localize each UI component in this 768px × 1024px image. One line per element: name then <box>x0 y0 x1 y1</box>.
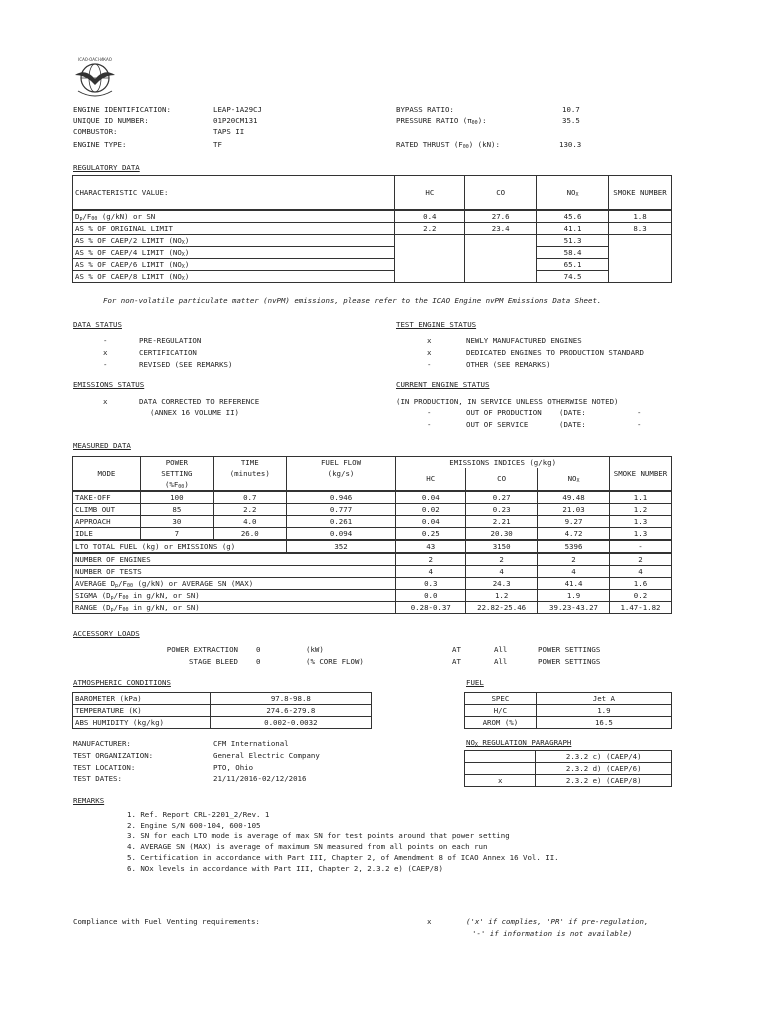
table-row <box>465 705 672 717</box>
emissions-status-line2: (ANNEX 16 VOLUME II) <box>150 408 239 417</box>
test-dates-value: 21/11/2016-02/12/2016 <box>213 774 307 783</box>
sigma-cell: 0.0 <box>396 590 466 602</box>
reg-cell: 74.5 <box>537 271 609 283</box>
table-row <box>73 717 372 729</box>
table-row <box>73 516 672 528</box>
time-cell: 4.0 <box>213 516 286 528</box>
engines-cell: 2 <box>396 553 466 566</box>
accessory-settings: POWER SETTINGS <box>538 657 601 666</box>
nox-cell: 49.48 <box>538 491 610 504</box>
col-co: CO <box>465 176 537 211</box>
emissions-status-title: EMISSIONS STATUS <box>73 380 145 389</box>
characteristic-value-label: CHARACTERISTIC VALUE: <box>73 176 395 211</box>
atmos-label: BAROMETER (kPa) <box>73 693 211 705</box>
current-engine-mark: - <box>427 408 432 417</box>
table-row <box>73 528 672 541</box>
emissions-status-mark: x <box>103 397 108 406</box>
table-row <box>73 693 372 705</box>
engine-identification-label: ENGINE IDENTIFICATION: <box>73 105 171 114</box>
atmos-value: 0.002-0.0032 <box>210 717 371 729</box>
head-mode: MODE <box>73 457 141 492</box>
test-engine-label: NEWLY MANUFACTURED ENGINES <box>466 336 582 345</box>
fuel-value: 1.9 <box>536 705 671 717</box>
table-row <box>465 763 672 775</box>
reg-cell: 65.1 <box>537 259 609 271</box>
mode-cell: TAKE-OFF <box>73 491 141 504</box>
engine-type-label: ENGINE TYPE: <box>73 140 127 149</box>
data-status-mark: - <box>103 360 108 369</box>
table-row <box>73 504 672 516</box>
fuel-value: Jet A <box>536 693 671 705</box>
measured-data-table <box>72 456 672 614</box>
sigma-cell: 0.2 <box>609 590 671 602</box>
current-engine-date-label: (DATE: <box>559 420 586 429</box>
time-cell: 2.2 <box>213 504 286 516</box>
table-row <box>465 717 672 729</box>
tests-cell: 4 <box>396 566 466 578</box>
table-row <box>465 693 672 705</box>
head-fuel: FUEL FLOW <box>286 457 396 469</box>
reg-cell: 41.1 <box>537 223 609 235</box>
range-label: RANGE ($D_p/F_{00}$ in g/kN, or SN) <box>73 602 396 614</box>
unique-id-label: UNIQUE ID NUMBER: <box>73 116 149 125</box>
combustor-label: COMBUSTOR: <box>73 127 118 136</box>
co-cell: 0.27 <box>466 491 538 504</box>
nox-reg-mark <box>465 763 536 775</box>
engines-cell: 2 <box>466 553 538 566</box>
compliance-note-1: ('x' if complies, 'PR' if pre-regulation, <box>466 917 649 926</box>
average-cell: 24.3 <box>466 578 538 590</box>
fuel-label: H/C <box>465 705 537 717</box>
reg-row-caep8 <box>73 271 672 283</box>
nvpm-note: For non-volatile particulate matter (nvPM) emissions, please refer to the ICAO Engine nvPM Emissions Data Sheet. <box>103 296 602 305</box>
power-cell: 100 <box>140 491 213 504</box>
fuel-label: SPEC <box>465 693 537 705</box>
fuel-cell: 0.094 <box>286 528 396 541</box>
nox-reg-value: 2.3.2 c) (CAEP/4) <box>536 751 672 763</box>
range-row <box>73 602 672 614</box>
icao-logo <box>72 55 118 101</box>
reg-row-label: AS % OF CAEP/2 LIMIT $(NO_X)$ <box>73 235 395 247</box>
sigma-row <box>73 590 672 602</box>
accessory-label: STAGE BLEED <box>189 657 238 666</box>
test-organization-value: General Electric Company <box>213 751 320 760</box>
tests-cell: 4 <box>609 566 671 578</box>
col-hc: HC <box>395 176 465 211</box>
emissions-status-line1: DATA CORRECTED TO REFERENCE <box>139 397 260 406</box>
test-engine-label: OTHER (SEE REMARKS) <box>466 360 551 369</box>
fuel-table <box>464 692 672 729</box>
col-smoke: SMOKE NUMBER <box>608 176 671 211</box>
lto-sn: - <box>609 540 671 553</box>
accessory-unit: (% CORE FLOW) <box>306 657 364 666</box>
engines-cell: 2 <box>609 553 671 566</box>
regulatory-data-title: REGULATORY DATA <box>73 163 140 172</box>
current-engine-date-value: - <box>637 408 642 417</box>
test-engine-status-title: TEST ENGINE STATUS <box>396 320 477 329</box>
lto-label: LTO TOTAL FUEL (kg) or EMISSIONS (g) <box>73 540 287 553</box>
head-hc: HC <box>396 468 466 491</box>
remark-item: 2. Engine S/N 600-104, 600-105 <box>127 821 261 830</box>
accessory-at: AT <box>452 645 461 654</box>
hc-cell: 0.04 <box>396 491 466 504</box>
range-cell: 22.82-25.46 <box>466 602 538 614</box>
co-cell: 20.30 <box>466 528 538 541</box>
sn-cell: 1.3 <box>609 516 671 528</box>
pressure-ratio-label: PRESSURE RATIO $(\pi_{00})$: <box>396 116 487 126</box>
compliance-mark: x <box>427 917 432 926</box>
accessory-value: 0 <box>256 657 261 666</box>
nox-reg-mark <box>465 751 536 763</box>
atmos-value: 97.8-98.8 <box>210 693 371 705</box>
remark-item: 3. SN for each LTO mode is average of max SN for test points around that power setting <box>127 831 510 840</box>
head-power-3: $(\%F_{00})$ <box>140 479 213 491</box>
lto-co: 3150 <box>466 540 538 553</box>
current-engine-label: OUT OF SERVICE <box>466 420 529 429</box>
data-status-title: DATA STATUS <box>73 320 122 329</box>
lto-hc: 43 <box>396 540 466 553</box>
current-engine-date-label: (DATE: <box>559 408 586 417</box>
sn-cell: 1.2 <box>609 504 671 516</box>
nox-reg-value: 2.3.2 e) (CAEP/8) <box>536 775 672 787</box>
engines-cell: 2 <box>538 553 610 566</box>
reg-row-caep6 <box>73 259 672 271</box>
remark-item: 6. NOx levels in accordance with Part III, Chapter 2, 2.3.2 e) (CAEP/8) <box>127 864 443 873</box>
nox-reg-mark: x <box>465 775 536 787</box>
time-cell: 0.7 <box>213 491 286 504</box>
reg-row-label: AS % OF CAEP/8 LIMIT $(NO_X)$ <box>73 271 395 283</box>
rated-thrust-value: 130.3 <box>559 140 582 149</box>
atmos-label: TEMPERATURE (K) <box>73 705 211 717</box>
nox-cell: 4.72 <box>538 528 610 541</box>
fuel-cell: 0.261 <box>286 516 396 528</box>
head-fuel-2: (kg/s) <box>286 468 396 479</box>
hc-cell: 0.04 <box>396 516 466 528</box>
compliance-label: Compliance with Fuel Venting requirements: <box>73 917 260 926</box>
table-row <box>465 775 672 787</box>
average-cell: 41.4 <box>538 578 610 590</box>
sigma-cell: 1.2 <box>466 590 538 602</box>
accessory-value: 0 <box>256 645 261 654</box>
co-cell: 0.23 <box>466 504 538 516</box>
reg-cell: 2.2 <box>395 223 465 235</box>
bypass-ratio-label: BYPASS RATIO: <box>396 105 454 114</box>
fuel-title: FUEL <box>466 678 484 687</box>
remarks-title: REMARKS <box>73 796 105 805</box>
test-location-label: TEST LOCATION: <box>73 763 136 772</box>
test-organization-label: TEST ORGANIZATION: <box>73 751 154 760</box>
reg-row-dp-foo <box>73 210 672 223</box>
lto-fuel: 352 <box>286 540 396 553</box>
head-co: CO <box>466 468 538 491</box>
test-engine-mark: - <box>427 360 432 369</box>
tests-row <box>73 566 672 578</box>
sigma-label: SIGMA ($D_p/F_{00}$ in g/kN, or SN) <box>73 590 396 602</box>
fuel-label: AROM (%) <box>465 717 537 729</box>
sn-cell: 1.3 <box>609 528 671 541</box>
table-row <box>73 705 372 717</box>
head-time: TIME <box>213 457 286 469</box>
range-cell: 1.47-1.82 <box>609 602 671 614</box>
engine-identification-value: LEAP-1A29CJ <box>213 105 262 114</box>
nox-cell: 9.27 <box>538 516 610 528</box>
sigma-cell: 1.9 <box>538 590 610 602</box>
test-engine-label: DEDICATED ENGINES TO PRODUCTION STANDARD <box>466 348 644 357</box>
accessory-all: All <box>494 657 508 666</box>
reg-row-label: AS % OF CAEP/6 LIMIT $(NO_X)$ <box>73 259 395 271</box>
head-emissions-indices: EMISSIONS INDICES (g/kg) <box>396 457 610 469</box>
co-cell: 2.21 <box>466 516 538 528</box>
test-dates-label: TEST DATES: <box>73 774 122 783</box>
fuel-cell: 0.777 <box>286 504 396 516</box>
svg-text:ICAO·OACI·ИКАО: ICAO·OACI·ИКАО <box>78 57 112 62</box>
hc-cell: 0.02 <box>396 504 466 516</box>
col-nox: $NO_X$ <box>537 176 609 211</box>
reg-row-original-limit <box>73 223 672 235</box>
time-cell: 26.0 <box>213 528 286 541</box>
compliance-note-2: '-' if information is not available) <box>472 929 633 938</box>
bypass-ratio-value: 10.7 <box>562 105 580 114</box>
nox-cell: 21.03 <box>538 504 610 516</box>
current-engine-mark: - <box>427 420 432 429</box>
data-status-mark: x <box>103 348 108 357</box>
data-status-label: PRE-REGULATION <box>139 336 202 345</box>
head-power: POWER <box>140 457 213 469</box>
reg-cell: 8.3 <box>608 223 671 235</box>
unique-id-value: 01P20CM131 <box>213 116 258 125</box>
data-status-mark: - <box>103 336 108 345</box>
sn-cell: 1.1 <box>609 491 671 504</box>
table-row <box>465 751 672 763</box>
reg-cell: 45.6 <box>537 210 609 223</box>
atmos-value: 274.6-279.8 <box>210 705 371 717</box>
accessory-settings: POWER SETTINGS <box>538 645 601 654</box>
accessory-label: POWER EXTRACTION <box>166 645 238 654</box>
accessory-loads-title: ACCESSORY LOADS <box>73 629 140 638</box>
manufacturer-value: CFM International <box>213 739 289 748</box>
power-cell: 30 <box>140 516 213 528</box>
power-cell: 85 <box>140 504 213 516</box>
tests-label: NUMBER OF TESTS <box>73 566 396 578</box>
accessory-all: All <box>494 645 508 654</box>
reg-row-label: $D_p/F_{00}$ (g/kN) or SN <box>73 210 395 223</box>
engine-type-value: TF <box>213 140 222 149</box>
average-cell: 0.3 <box>396 578 466 590</box>
nox-regulation-table <box>464 750 672 787</box>
remark-item: 4. AVERAGE SN (MAX) is average of maximum SN measured from all points on each run <box>127 842 488 851</box>
test-location-value: PTO, Ohio <box>213 763 254 772</box>
reg-cell: 0.4 <box>395 210 465 223</box>
rated-thrust-label: RATED THRUST $(F_{00})$ (kN): <box>396 140 500 150</box>
power-cell: 7 <box>140 528 213 541</box>
reg-cell: 1.8 <box>608 210 671 223</box>
current-engine-date-value: - <box>637 420 642 429</box>
reg-row-label: AS % OF CAEP/4 LIMIT $(NO_X)$ <box>73 247 395 259</box>
range-cell: 0.28-0.37 <box>396 602 466 614</box>
reg-row-label: AS % OF ORIGINAL LIMIT <box>73 223 395 235</box>
fuel-value: 16.5 <box>536 717 671 729</box>
head-smoke: SMOKE NUMBER <box>609 457 671 492</box>
average-row <box>73 578 672 590</box>
engines-row <box>73 553 672 566</box>
engines-label: NUMBER OF ENGINES <box>73 553 396 566</box>
reg-row-caep2 <box>73 235 672 247</box>
reg-cell: 27.6 <box>465 210 537 223</box>
accessory-unit: (kW) <box>306 645 324 654</box>
accessory-at: AT <box>452 657 461 666</box>
test-engine-mark: x <box>427 348 432 357</box>
measured-data-title: MEASURED DATA <box>73 441 131 450</box>
remark-item: 5. Certification in accordance with Part III, Chapter 2, of Amendment 8 of ICAO Annex 16 Vol. II. <box>127 853 559 862</box>
tests-cell: 4 <box>538 566 610 578</box>
nox-reg-value: 2.3.2 d) (CAEP/6) <box>536 763 672 775</box>
average-label: AVERAGE $D_p/F_{00}$ (g/kN) or AVERAGE SN (MAX) <box>73 578 396 590</box>
regulatory-table <box>72 175 672 283</box>
average-cell: 1.6 <box>609 578 671 590</box>
current-engine-status-line1: (IN PRODUCTION, IN SERVICE UNLESS OTHERWISE NOTED) <box>396 397 619 406</box>
reg-cell: 58.4 <box>537 247 609 259</box>
head-power-2: SETTING <box>140 468 213 479</box>
atmospheric-table <box>72 692 372 729</box>
manufacturer-label: MANUFACTURER: <box>73 739 131 748</box>
tests-cell: 4 <box>466 566 538 578</box>
mode-cell: APPROACH <box>73 516 141 528</box>
reg-row-caep4 <box>73 247 672 259</box>
combustor-value: TAPS II <box>213 127 245 136</box>
fuel-cell: 0.946 <box>286 491 396 504</box>
data-status-label: CERTIFICATION <box>139 348 197 357</box>
test-engine-mark: x <box>427 336 432 345</box>
head-time-2: (minutes) <box>213 468 286 479</box>
reg-cell: 23.4 <box>465 223 537 235</box>
data-status-label: REVISED (SEE REMARKS) <box>139 360 233 369</box>
nox-regulation-title: $NO_X$ REGULATION PARAGRAPH <box>466 738 572 748</box>
lto-total-row <box>73 540 672 553</box>
pressure-ratio-value: 35.5 <box>562 116 580 125</box>
reg-cell: 51.3 <box>537 235 609 247</box>
hc-cell: 0.25 <box>396 528 466 541</box>
range-cell: 39.23-43.27 <box>538 602 610 614</box>
mode-cell: IDLE <box>73 528 141 541</box>
table-row <box>73 491 672 504</box>
atmos-label: ABS HUMIDITY (kg/kg) <box>73 717 211 729</box>
atmospheric-title: ATMOSPHERIC CONDITIONS <box>73 678 171 687</box>
mode-cell: CLIMB OUT <box>73 504 141 516</box>
current-engine-status-title: CURRENT ENGINE STATUS <box>396 380 490 389</box>
lto-nox: 5396 <box>538 540 610 553</box>
current-engine-label: OUT OF PRODUCTION <box>466 408 542 417</box>
head-nox: $NO_X$ <box>538 468 610 491</box>
remark-item: 1. Ref. Report CRL-2201_2/Rev. 1 <box>127 810 270 819</box>
